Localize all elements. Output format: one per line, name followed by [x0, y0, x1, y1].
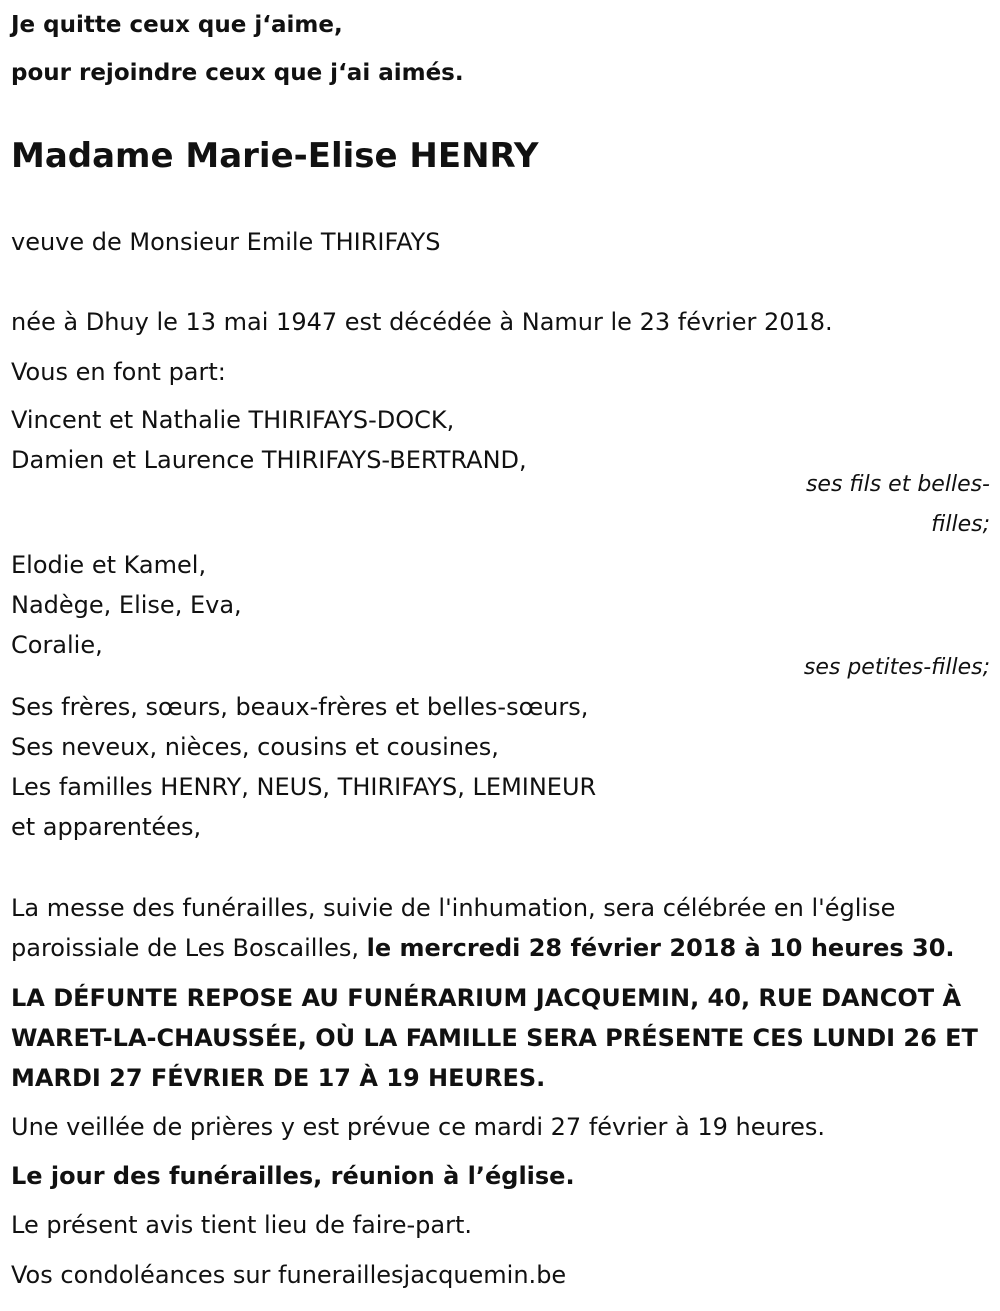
funeral-datetime: le mercredi 28 février 2018 à 10 heures 30. [366, 934, 955, 962]
deceased-name: Madame Marie-Elise HENRY [11, 136, 539, 176]
granddaughters-list [11, 545, 242, 665]
birth-death: née à Dhuy le 13 mai 1947 est décédée à Namur le 23 février 2018. [11, 308, 833, 336]
repose-line: LA DÉFUNTE REPOSE AU FUNÉRARIUM JACQUEMIN, 40, RUE DANCOT À [11, 984, 962, 1012]
notice-info: Le présent avis tient lieu de faire-part. [11, 1211, 473, 1239]
granddaughters-line: Elodie et Kamel, [11, 551, 207, 579]
family-line: Les familles HENRY, NEUS, THIRIFAYS, LEMINEUR [11, 773, 597, 801]
funeral-line-1: La messe des funérailles, suivie de l'inhumation, sera célébrée en l'église [11, 894, 896, 922]
sons-line: Vincent et Nathalie THIRIFAYS-DOCK, [11, 406, 455, 434]
repose-line: WARET-LA-CHAUSSÉE, OÙ LA FAMILLE SERA PRÉSENTE CES LUNDI 26 ET [11, 1024, 978, 1052]
sons-list [11, 400, 527, 480]
condolences-info: Vos condoléances sur funeraillesjacquemin.be [11, 1261, 567, 1289]
repose-line: MARDI 27 FÉVRIER DE 17 À 19 HEURES. [11, 1064, 546, 1092]
funeral-line-2 [11, 928, 955, 968]
family-line: et apparentées, [11, 813, 202, 841]
granddaughters-line: Nadège, Elise, Eva, [11, 591, 242, 619]
vigil-info: Une veillée de prières y est prévue ce mardi 27 février à 19 heures. [11, 1113, 825, 1141]
epigraph-line-1: Je quitte ceux que j‘aime, [11, 12, 343, 38]
granddaughters-relation: ses petites-filles; [803, 655, 990, 680]
funeral-place: paroissiale de Les Boscailles, [11, 934, 367, 962]
announce: Vous en font part: [11, 358, 226, 386]
granddaughters-line: Coralie, [11, 631, 103, 659]
family-line: Ses frères, sœurs, beaux-frères et belles-sœurs, [11, 693, 589, 721]
widow-of: veuve de Monsieur Emile THIRIFAYS [11, 228, 441, 256]
family-line: Ses neveux, nièces, cousins et cousines, [11, 733, 499, 761]
sons-relation-1: ses fils et belles- [805, 472, 990, 497]
sons-relation-2: filles; [931, 512, 990, 537]
epigraph-line-2: pour rejoindre ceux que j‘ai aimés. [11, 60, 464, 86]
funeral-info [11, 888, 955, 968]
repose-info [11, 978, 978, 1098]
sons-line: Damien et Laurence THIRIFAYS-BERTRAND, [11, 446, 527, 474]
meeting-info: Le jour des funérailles, réunion à l’église. [11, 1162, 575, 1190]
family-list [11, 687, 596, 847]
